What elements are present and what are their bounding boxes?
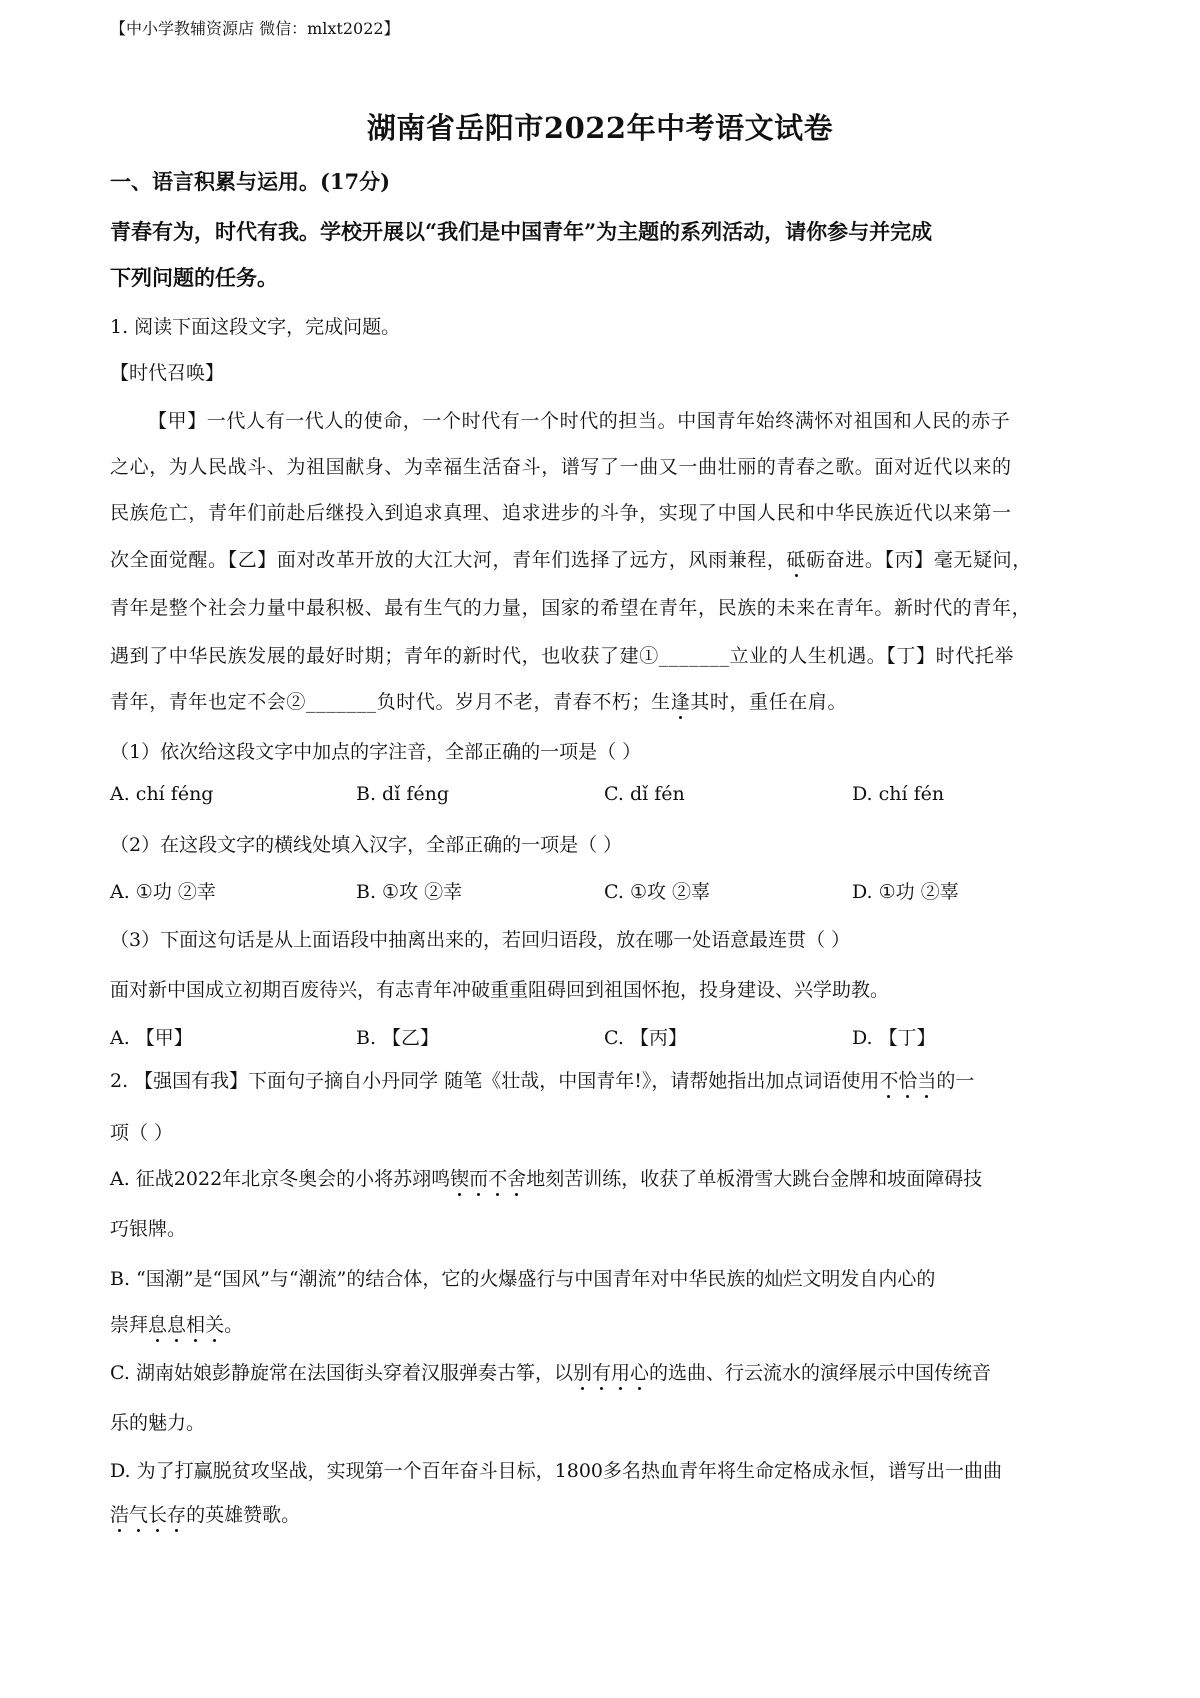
option-d: D. ①功 ②辜	[852, 881, 959, 903]
q2-option-a-cont: 巧银牌。	[110, 1218, 187, 1240]
option-c: C. 【丙】	[604, 1027, 687, 1049]
dotted-text	[148, 1314, 224, 1336]
passage-line	[110, 687, 847, 714]
option-d: D. 【丁】	[852, 1027, 936, 1049]
option-text: 的选曲、行云流水的演绎展示中国传统音	[649, 1362, 992, 1384]
option-b: B. dǐ féng	[356, 783, 449, 805]
dotted-char: 锲	[450, 1164, 469, 1191]
option-text: 。	[224, 1314, 244, 1336]
passage-line	[110, 545, 1032, 572]
sub-question-1: （1）依次给这段文字中加点的字注音，全部正确的一项是（ ）	[110, 741, 642, 763]
dotted-char: 而	[469, 1164, 488, 1191]
q2-option-d-cont	[110, 1500, 300, 1527]
dotted-char: 别	[573, 1358, 592, 1385]
option-a: A. chí féng	[110, 783, 214, 805]
sub-question-3-sentence: 面对新中国成立初期百废待兴，有志青年冲破重重阻碍回到祖国怀抱，投身建设、兴学助教。	[110, 979, 890, 1001]
dotted-char: 存	[167, 1500, 186, 1527]
dotted-char: 浩	[110, 1500, 129, 1527]
dotted-char: 有	[592, 1358, 611, 1385]
dotted-char: 舍	[507, 1164, 526, 1191]
dotted-text	[110, 1504, 186, 1526]
q2-option-a	[110, 1164, 982, 1191]
dotted-char: 息	[167, 1310, 186, 1337]
passage-heading: 【时代召唤】	[110, 362, 225, 384]
passage-text: 砺奋进。【丙】毫无疑问，	[806, 549, 1032, 571]
section-heading: 一、语言积累与运用。(17分)	[110, 169, 391, 194]
q2-option-b: B. “国潮”是“国风”与“潮流”的结合体，它的火爆盛行与中国青年对中华民族的灿烂文明发自内心的	[110, 1268, 936, 1290]
stem-text: 2. 【强国有我】下面句子摘自小丹同学 随笔《壮哉，中国青年!》，请帮她指出加点词语使用	[110, 1070, 880, 1092]
page-title: 湖南省岳阳市2022年中考语文试卷	[366, 111, 834, 145]
passage-line: 【甲】一代人有一代人的使命，一个时代有一个时代的担当。中国青年始终满怀对祖国和人民的赤子	[148, 410, 1011, 432]
dotted-char: 不	[879, 1066, 898, 1093]
sub-question-3: （3）下面这句话是从上面语段中抽离出来的，若回归语段，放在哪一处语意最连贯（ ）	[110, 929, 851, 951]
option-c: C. dǐ fén	[604, 783, 685, 805]
passage-text: 青年，青年也定不会②_______负时代。岁月不老，青春不朽；生	[110, 691, 671, 713]
q2-option-c	[110, 1358, 991, 1385]
passage-line: 之心，为人民战斗、为祖国献身、为幸福生活奋斗，谱写了一曲又一曲壮丽的青春之歌。面对近代以来的	[110, 456, 1012, 478]
dotted-text	[573, 1362, 649, 1384]
q2-option-d: D. 为了打赢脱贫攻坚战，实现第一个百年奋斗目标，1800多名热血青年将生命定格成永恒，谱写出一曲曲	[110, 1460, 1002, 1482]
option-a: A. ①功 ②幸	[110, 881, 216, 903]
dotted-char: 关	[205, 1310, 224, 1337]
option-c: C. ①攻 ②辜	[604, 881, 711, 903]
option-a: A. 【甲】	[110, 1027, 193, 1049]
dotted-text	[450, 1168, 526, 1190]
dotted-char: 恰	[898, 1066, 917, 1093]
option-b: B. ①攻 ②幸	[356, 881, 463, 903]
option-b: B. 【乙】	[356, 1027, 440, 1049]
question-2-stem-cont: 项（ ）	[110, 1122, 174, 1144]
option-text: 崇拜	[110, 1314, 149, 1336]
passage-text: 次全面觉醒。【乙】面对改革开放的大江大河，青年们选择了远方，风雨兼程，	[110, 549, 787, 571]
option-text: C. 湖南姑娘彭静旋常在法国街头穿着汉服弹奏古筝，以	[110, 1362, 573, 1384]
passage-line: 遇到了中华民族发展的最好时期；青年的新时代，也收获了建①_______立业的人生机遇。【丁】时代托举	[110, 645, 1015, 667]
passage-line: 民族危亡，青年们前赴后继投入到追求真理、追求进步的斗争，实现了中国人民和中华民族近代以来第一	[110, 502, 1012, 524]
stem-text: 的一	[936, 1070, 975, 1092]
q2-option-b-cont	[110, 1310, 243, 1337]
dotted-char: 用	[611, 1358, 630, 1385]
passage-line: 青年是整个社会力量中最积极、最有生气的力量，国家的希望在青年，民族的未来在青年。新时代的青年，	[110, 597, 1032, 619]
dotted-char: 气	[129, 1500, 148, 1527]
question-2-stem	[110, 1066, 974, 1093]
intro-line-1: 青春有为，时代有我。学校开展以“我们是中国青年”为主题的系列活动，请你参与并完成	[110, 219, 933, 244]
dotted-char: 当	[917, 1066, 936, 1093]
passage-text: 其时，重任在肩。	[690, 691, 848, 713]
question-1-stem: 1. 阅读下面这段文字，完成问题。	[110, 316, 401, 338]
dotted-char: 长	[148, 1500, 167, 1527]
option-d: D. chí fén	[852, 783, 945, 805]
dotted-char: 心	[630, 1358, 649, 1385]
dotted-char: 逢	[671, 687, 691, 714]
page-header: 【中小学教辅资源店 微信：mlxt2022】	[110, 19, 400, 38]
option-text: 地刻苦训练，收获了单板滑雪大跳台金牌和坡面障碍技	[526, 1168, 983, 1190]
dotted-char: 息	[148, 1310, 167, 1337]
sub-question-2: （2）在这段文字的横线处填入汉字，全部正确的一项是（ ）	[110, 834, 623, 856]
dotted-char: 不	[488, 1164, 507, 1191]
option-text: A. 征战2022年北京冬奥会的小将苏翊鸣	[110, 1168, 451, 1190]
option-text: 的英雄赞歌。	[186, 1504, 301, 1526]
intro-line-2: 下列问题的任务。	[110, 265, 278, 290]
dotted-char: 相	[186, 1310, 205, 1337]
dotted-text	[879, 1070, 936, 1092]
q2-option-c-cont: 乐的魅力。	[110, 1412, 206, 1434]
dotted-char: 砥	[787, 545, 807, 572]
